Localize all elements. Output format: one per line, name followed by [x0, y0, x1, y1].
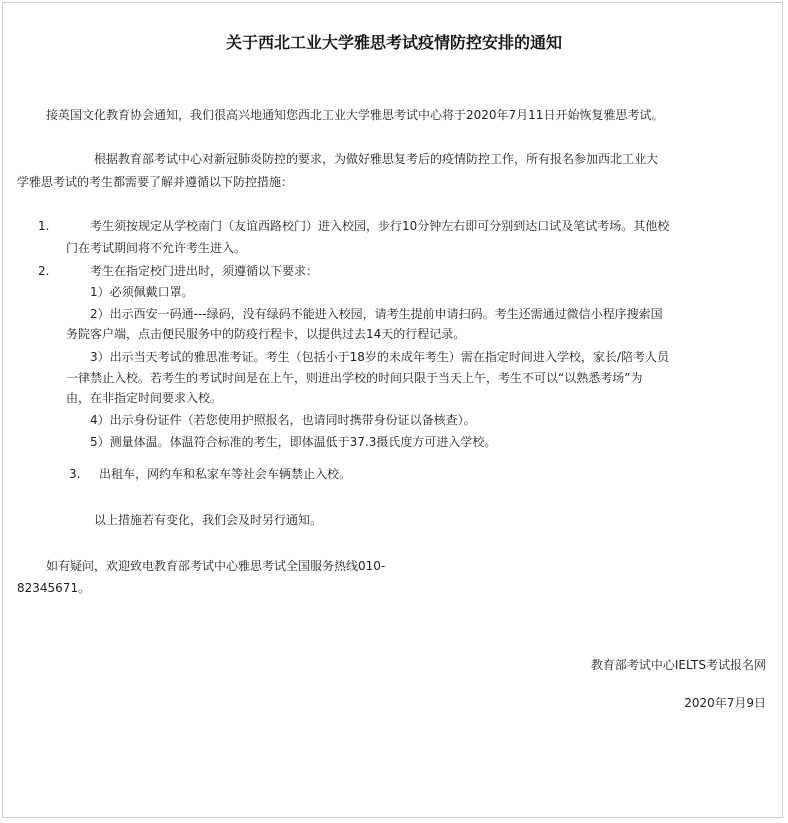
subitem-1: 1）必须佩戴口罩。: [90, 285, 194, 299]
subitem-3-line-1: 3）出示当天考试的雅思准考证。考生（包括小于18岁的未成年考生）需在指定时间进入学校，家长/陪考人员: [90, 350, 669, 364]
item-1-line-2: 门在考试期间将不允许考生进入。: [66, 241, 247, 255]
item-2-number: 2.: [38, 264, 50, 278]
item-1-line-1: 考生须按规定从学校南门（友谊西路校门）进入校园，步行10分钟左右即可分别到达口试及笔试考场。其他校: [90, 219, 670, 233]
item-1-number: 1.: [38, 219, 50, 233]
contact-line-2: 82345671。: [17, 581, 91, 595]
document-title: 关于西北工业大学雅思考试疫情防控安排的通知: [225, 33, 562, 52]
item-2-line-1: 考生在指定校门进出时，须遵循以下要求：: [90, 264, 319, 278]
subitem-2-line-2: 务院客户端，点击便民服务中的防疫行程卡，以提供过去14天的行程记录。: [66, 327, 466, 341]
signature: 教育部考试中心IELTS考试报名网: [590, 658, 766, 672]
measures-intro-line-2: 学雅思考试的考生都需要了解并遵循以下防控措施：: [17, 175, 294, 189]
item-3-text: 出租车，网约车和私家车等社会车辆禁止入校。: [99, 467, 352, 481]
intro-paragraph: 接英国文化教育协会通知，我们很高兴地通知您西北工业大学雅思考试中心将于2020年7月11日开始恢复雅思考试。: [46, 108, 664, 122]
subitem-3-line-3: 由，在非指定时间要求入校。: [66, 391, 223, 405]
issue-date: 2020年7月9日: [684, 696, 766, 710]
document-frame: [2, 2, 783, 818]
subitem-2-line-1: 2）出示西安一码通---绿码，没有绿码不能进入校园，请考生提前申请扫码。考生还需通过微信小程序搜索国: [90, 307, 663, 321]
subitem-4: 4）出示身份证件（若您使用护照报名，也请同时携带身份证以备核查）。: [90, 413, 476, 427]
item-3-number: 3.: [69, 467, 81, 481]
measures-intro-line-1: 根据教育部考试中心对新冠肺炎防控的要求，为做好雅思复考后的疫情防控工作，所有报名参加西北工业大: [94, 152, 659, 166]
subitem-3-line-2: 一律禁止入校。若考生的考试时间是在上午，则进出学校的时间只限于当天上午，考生不可以“以熟悉考场”为: [66, 371, 643, 385]
subitem-5: 5）测量体温。体温符合标准的考生，即体温低于37.3摄氏度方可进入学校。: [90, 435, 497, 449]
change-notice: 以上措施若有变化，我们会及时另行通知。: [94, 513, 323, 527]
contact-line-1: 如有疑问，欢迎致电教育部考试中心雅思考试全国服务热线010-: [46, 559, 386, 573]
